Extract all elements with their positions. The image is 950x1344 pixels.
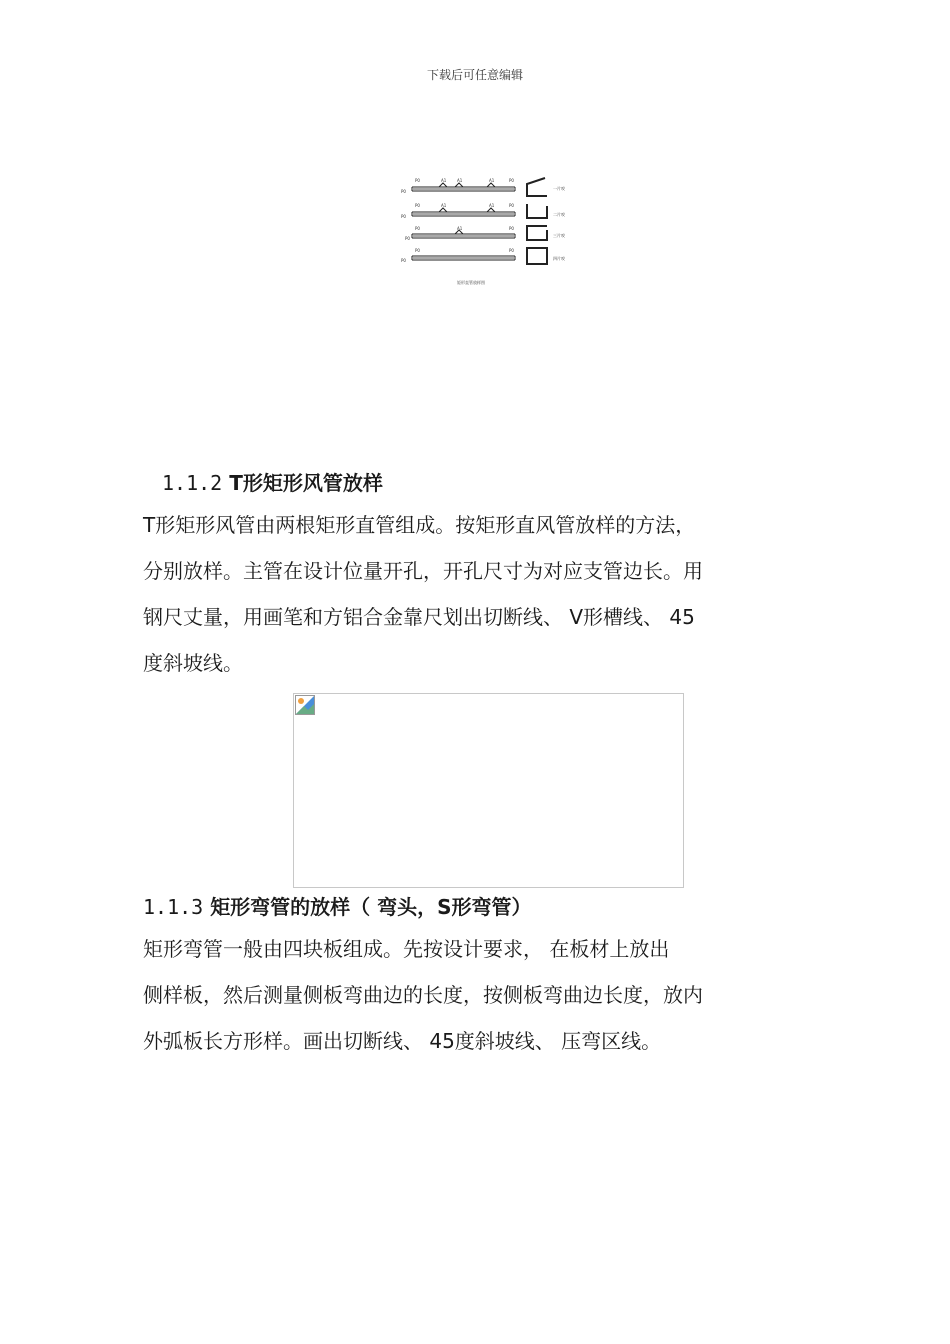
- paragraph-bend-duct: [143, 926, 813, 1064]
- duct-layout-diagram: [395, 170, 585, 290]
- paragraph-line: 矩形弯管一般由四块板组成。先按设计要求， 在板材上放出: [143, 937, 670, 961]
- row3-left-label: P0: [405, 236, 410, 241]
- row1-label-3: A1: [457, 178, 463, 183]
- paragraph-line: T形矩形风管由两根矩形直管组成。按矩形直风管放样的方法，: [143, 513, 696, 537]
- row1-label-2: A1: [441, 178, 447, 183]
- section-heading-1-1-2: [162, 467, 383, 496]
- row3-label-1: P0: [415, 226, 420, 231]
- paragraph-line: 度斜坡线。: [143, 651, 243, 675]
- row3-right-label: 三片咬: [553, 233, 565, 238]
- row1-left-label: P0: [401, 189, 406, 194]
- section-heading-1-1-3: [143, 891, 532, 920]
- row2-label-2: A1: [441, 203, 447, 208]
- section-number: 1.1.2: [162, 471, 223, 495]
- row2-right-label: 二片咬: [553, 212, 565, 217]
- row2-left-label: P0: [401, 214, 406, 219]
- row4-left-label: P0: [401, 258, 406, 263]
- row4-right-label: 四片咬: [553, 256, 565, 261]
- section-title: T形矩形风管放样: [229, 471, 383, 495]
- row1-label-1: P0: [415, 178, 420, 183]
- paragraph-line: 分别放样。主管在设计位量开孔，开孔尺寸为对应支管边长。用: [143, 559, 703, 583]
- row2-label-3: A1: [489, 203, 495, 208]
- row3-label-3: P0: [509, 226, 514, 231]
- row4-label-1: P0: [415, 248, 420, 253]
- image-placeholder: [293, 693, 684, 888]
- row2-label-4: P0: [509, 203, 514, 208]
- section-title: 矩形弯管的放样（ 弯头，S形弯管）: [210, 895, 532, 919]
- broken-image-icon: [295, 695, 315, 715]
- diagram-caption: 矩形直管放样图: [457, 280, 485, 285]
- page-header: 下载后可任意编辑: [426, 68, 523, 82]
- row1-right-label: 一片咬: [553, 186, 565, 191]
- paragraph-line: 侧样板，然后测量侧板弯曲边的长度，按侧板弯曲边长度，放内: [143, 983, 703, 1007]
- row4-label-2: P0: [509, 248, 514, 253]
- paragraph-line: 外弧板长方形样。画出切断线、 45度斜坡线、 压弯区线。: [143, 1029, 662, 1053]
- row1-label-5: P0: [509, 178, 514, 183]
- paragraph-t-duct: [143, 502, 813, 686]
- paragraph-line: 钢尺丈量，用画笔和方铝合金靠尺划出切断线、 V形槽线、 45: [143, 605, 695, 629]
- row2-label-1: P0: [415, 203, 420, 208]
- row3-label-2: A1: [457, 226, 463, 231]
- section-number: 1.1.3: [143, 895, 204, 919]
- row1-label-4: A1: [489, 178, 495, 183]
